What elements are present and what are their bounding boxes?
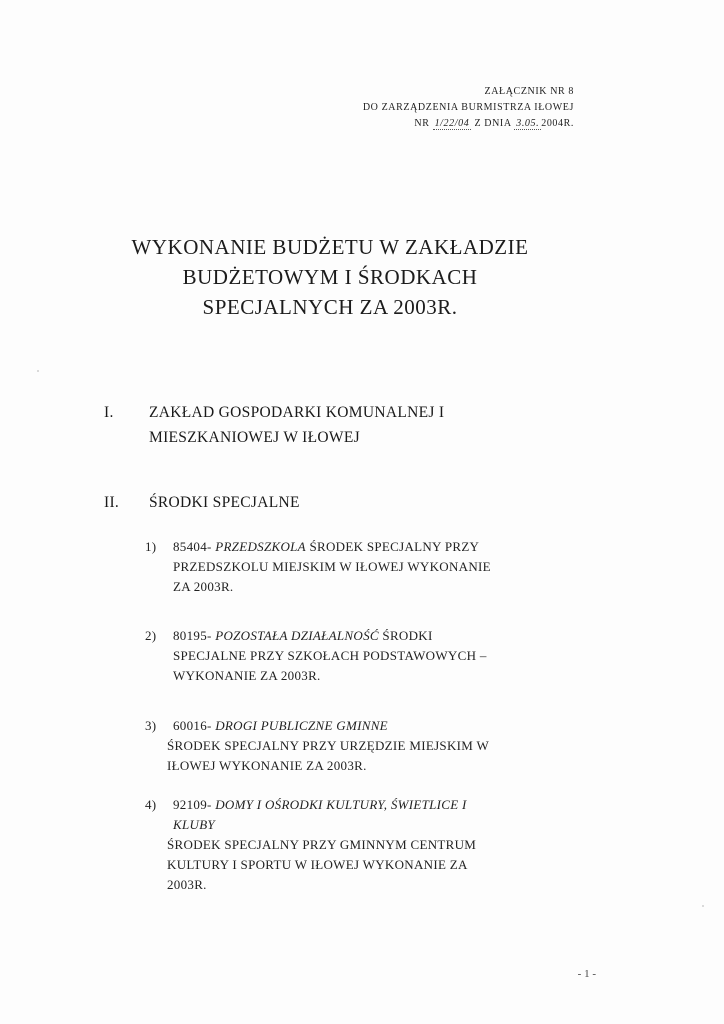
item-line-3: WYKONANIE ZA 2003R. — [173, 668, 321, 683]
scan-speck — [702, 905, 704, 907]
section-1 — [104, 400, 624, 450]
item-line-1 — [173, 795, 585, 815]
item-line-3: KULTURY I SPORTU W IŁOWEJ WYKONANIE ZA — [167, 857, 468, 872]
item-line-2: ŚRODEK SPECJALNY PRZY URZĘDZIE MIEJSKIM W — [167, 738, 490, 753]
list-item — [145, 716, 585, 776]
title-line-2: BUDŻETOWYM I ŚRODKACH — [182, 265, 478, 289]
nr-prefix: NR — [414, 118, 430, 129]
handwritten-date: 3.05. — [516, 118, 540, 129]
item-line-1 — [173, 716, 585, 736]
item-line-2: PRZEDSZKOLU MIEJSKIM W IŁOWEJ WYKONANIE — [173, 559, 491, 574]
item-line-2: ŚRODEK SPECJALNY PRZY GMINNYM CENTRUM — [167, 837, 477, 852]
item-number: 3) — [145, 718, 157, 733]
item-line-4: 2003R. — [167, 877, 207, 892]
list-item — [145, 626, 585, 686]
item-number: 1) — [145, 539, 157, 554]
section-heading-line-1: ŚRODKI SPECJALNE — [149, 494, 300, 511]
section-number: I. — [104, 404, 114, 421]
item-code: 80195- — [173, 628, 212, 643]
attachment-ordinance: DO ZARZĄDZENIA BURMISTRZA IŁOWEJ — [362, 102, 574, 113]
item-line-2: SPECJALNE PRZY SZKOŁACH PODSTAWOWYCH – — [173, 648, 487, 663]
title-line-1: WYKONANIE BUDŻETU W ZAKŁADZIE — [131, 235, 529, 259]
document-title — [80, 232, 580, 322]
page-number: - 1 - — [577, 968, 596, 980]
list-item — [145, 795, 585, 895]
item-line-1-rest: ŚRODKI — [378, 628, 433, 643]
item-code: 60016- — [173, 718, 212, 733]
item-code: 85404- — [173, 539, 212, 554]
section-heading-line-2: MIESZKANIOWEJ W IŁOWEJ — [149, 429, 360, 446]
item-code: 92109- — [173, 797, 212, 812]
year-suffix: 2004R. — [541, 118, 574, 129]
title-line-3: SPECJALNYCH ZA 2003R. — [202, 295, 458, 319]
item-name: DROGI PUBLICZNE GMINNE — [215, 718, 388, 733]
item-number: 2) — [145, 628, 157, 643]
item-name: PRZEDSZKOLA — [215, 539, 306, 554]
item-number: 4) — [145, 797, 157, 812]
handwritten-nr: 1/22/04 — [434, 118, 470, 129]
item-name-continued: KLUBY — [173, 817, 215, 832]
section-number: II. — [104, 494, 120, 511]
section-2 — [104, 490, 624, 515]
attachment-header — [363, 84, 574, 132]
date-prefix: Z DNIA — [474, 118, 512, 129]
item-line-1 — [173, 537, 585, 557]
item-line-1-rest: ŚRODEK SPECJALNY PRZY — [305, 539, 480, 554]
item-line-3: ZA 2003R. — [173, 579, 234, 594]
scan-speck — [37, 370, 39, 372]
item-line-3: IŁOWEJ WYKONANIE ZA 2003R. — [167, 758, 367, 773]
attachment-number: ZAŁĄCZNIK NR 8 — [484, 86, 574, 97]
section-heading-line-1: ZAKŁAD GOSPODARKI KOMUNALNEJ I — [149, 404, 445, 421]
item-name: DOMY I OŚRODKI KULTURY, ŚWIETLICE I — [215, 797, 467, 812]
item-name: POZOSTAŁA DZIAŁALNOŚĆ — [215, 628, 379, 643]
list-item — [145, 537, 585, 597]
item-line-1 — [173, 626, 585, 646]
attachment-reference — [363, 116, 574, 132]
